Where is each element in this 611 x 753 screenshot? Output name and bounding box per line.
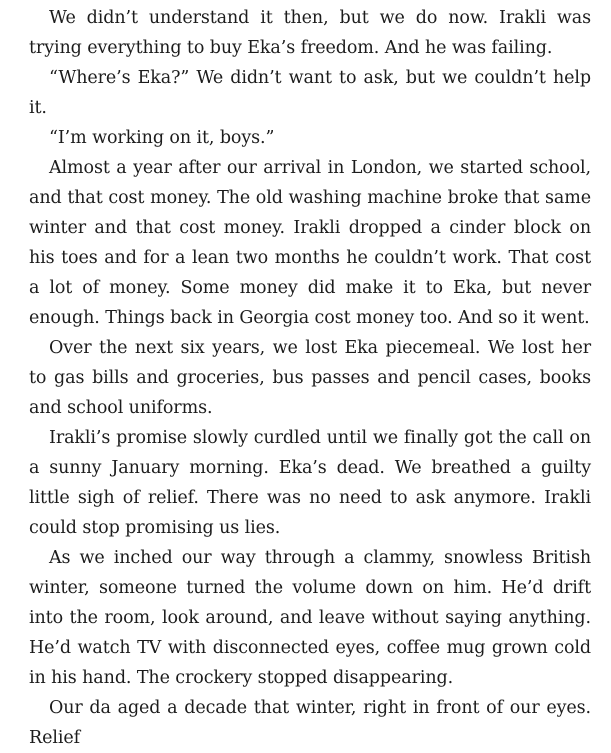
paragraph-4: Almost a year after our arrival in London, we started school, and that cost money. The old washing machine broke that same winter and that cost money. Irakli dropped a cinder block on his toes and for a lean two months he couldn’t work. That cost a lot of money. Some money did make it to Eka, but never enough. Things back in Georgia cost money too. And so it went. — [29, 158, 591, 328]
paragraph-7: As we inched our way through a clammy, snowless British winter, someone turned the volume down on him. He’d drift into the room, look around, and leave without saying anything. He’d watch TV with disconnected eyes, coffee mug grown cold in his hand. The crockery stopped disappearing. — [29, 548, 591, 688]
paragraph-2: “Where’s Eka?” We didn’t want to ask, but we couldn’t help it. — [29, 68, 591, 118]
text-column — [29, 3, 591, 748]
paragraph-8: Our da aged a decade that winter, right in front of our eyes. Relief — [29, 698, 591, 748]
paragraph-1: We didn’t understand it then, but we do now. Irakli was trying everything to buy Eka’s freedom. And he was failing. — [29, 8, 591, 58]
paragraph-5: Over the next six years, we lost Eka piecemeal. We lost her to gas bills and groceries, bus passes and pencil cases, books and school uniforms. — [29, 338, 591, 418]
paragraph-3: “I’m working on it, boys.” — [49, 128, 275, 148]
paragraph-6: Irakli’s promise slowly curdled until we finally got the call on a sunny January morning. Eka’s dead. We breathed a guilty little sigh of relief. There was no need to ask anymore. Irakli could stop promising us lies. — [29, 428, 591, 538]
